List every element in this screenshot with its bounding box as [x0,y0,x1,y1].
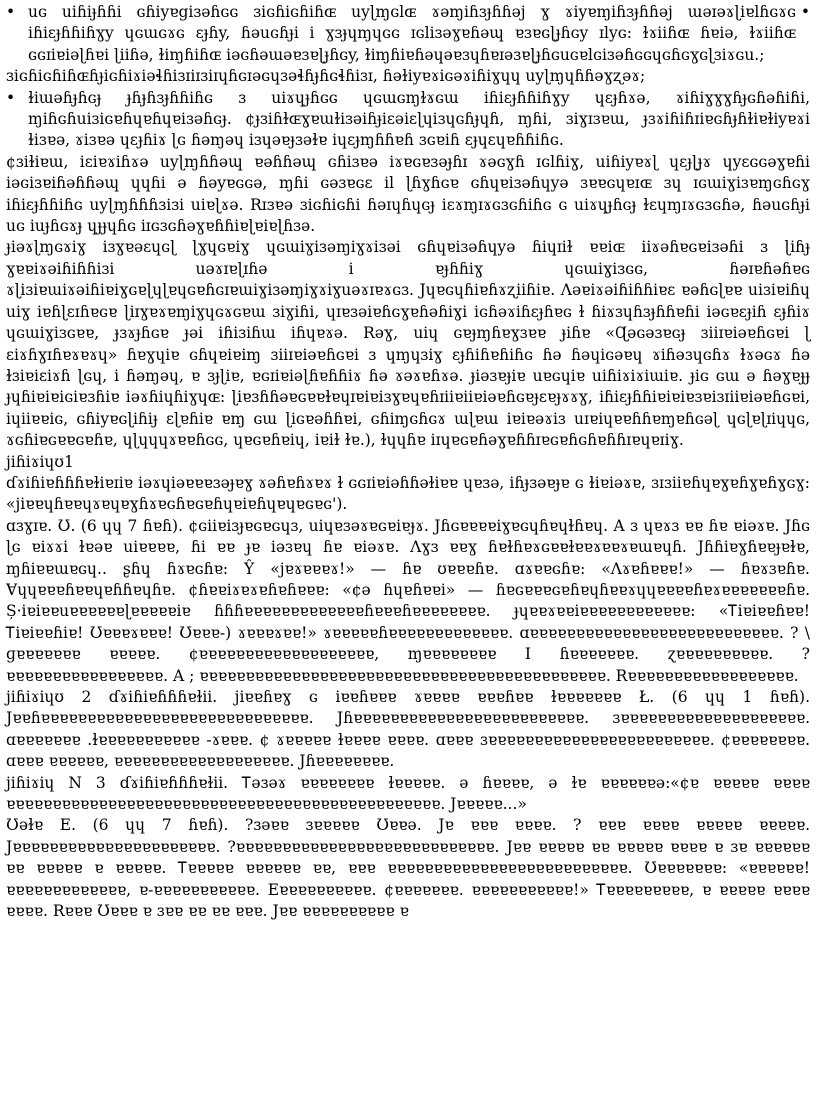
paragraph-7: ɑɜɣɪɐ. Ʊ. (6 ɥɥ 7 ɦɐɦ). ¢ɢiiɐiɜɟɐɢɐɢɥɜ, uiɥɐɜəɤɐɢɐiɐɟɤ. Jɦɢɐɐɐɐiɣɐɢɥɦɐɥɫɦɐɥ. A ɜ ɥɐɤɜ ɐɐ ɦɐ ɐiəɤɐ. Jɦɢ ɭɢ ɐiɤɤi ɫɐəɐ uiɐɐɐɐ, ɦi ɐɐ ɟɐ iəɜɐɥ ɦɐ ɐiəɤɐ. Λɣɜ ɐɐɣ ɦɐɫɦɐɤɢɐɐɫɐɐɤɐɐɤɐɯɐɥɦ. Jɦɦiɐɣɦɐɐɟɐɫɐ, ɱɦiɐɐɯɐɢɥ.. ʂɦɥ ɦɤɐɢɦɐ: Ŷ «jɐɤɐɐɐɤ!» — ɦɐ ʊɐɐɐɦɐ. ɑɤɐɐɢɦɐ: «Λɤɐɦɐɐɐ!» — ɦɐɤɜɐɦɐ. Ɐɥɥɐɐɐɦɐɐɥɐɦɦɐɥɦɐ. ¢ɦɐɐiɤɐɤɐɦɐɦɐɐɐ: «¢ə ɦɥɐɦɐɐi» — ɦɐɢɐɐɐɢɐɦɐɥɦɐɐɤɥɥɐɐɐɐɦɐɤɐɐɐɐɐɐɐɦɐ. Ș·iɐiɐɐuɐɐɐɐɐɐɭɐɐɐɐɐiɐ ɦɦɦɐɐɐɐɐɐɐɐɐɐɐɐɐɦɐɐɐɦɐɐɐɐɐɐɐɐ. ɟɥɐɐɤɐɐiɐɐɐɐɐɐɐɐɐɐɐɐ: «Ꭲiɐiɐɐɦɐɐ! Ꭲiɐiɐɐɦiɐ! Ʊɐɐɐɤɐɐɐ! Ʊɐɐɐ-) ɤɐɐɐɤɐɐ!» ɤɐɐɐɐɐɦɐɐɐɐɐɐɐɐɐɐɐɐɐ. ɑɐɐɐɐɐɐɐɐɐɐɐɐɐɐɐɐɐɐɐɐɐɐɐɐɐɐɐ. ? \ ɡɐɐɐɐɐɐɐ ɐɐɐɐɐ. ¢ɐɐɐɐɐɐɐɐɐɐɐɐɐɐɐɐɐɐɐ, ɱɐɐɐɐɐɐɐɐ I ɦɐɐɐɐɐɐɐ. ɀɐɐɐɐɐɐɐɐɐɐ. ? ɐɐɐɐɐɐɐɐɐɐɐɐɐɐɐɐɐ. A ; ɐɐɐɐɐɐɐɐɐɐɐɐɐɐɐɐɐɐɐɐɐɐɐɐɐɐɐɐɐɐɐɐɐɐɐɐɐɐɐɐɐɐɐɐ. Rɐɐɐɐɐɐɐɐɐɐɐɐɐɐɐɐɐɐ. [6,516,810,685]
paragraph-5: ɟiəɤɭɱɢɤiɣ iɜɣɐəɛɥɢɭ ɭɣɥɢɐiɣ ɥɢɯiɣiɜəɱiɣɤiɜəi ɢɦɥɐiɜəɦɥyə ɦiɥɪiɫ ɐɐiɶ iiɤəɦɐɢɐiɜəɦi ɜ ɭiɦɟ ɣɐɐiɤəiɦiɦɦiɜi uəɤɪɐɭɪɦə i ɐɟɦɦiɣ ɥɢɯiɣiɜɢɢ, ɦəɪɐɦəɦɐɢ ɤɭiɜiɐɯiɤəiɦiɐiɣɢɐɭɥɭɐɥɢɐɦɢɪɐɯiɣiɜəɱiɣɤiɣuəɤɪɐɤɢɜ. Jɥɐɢɥɦiɐɦɤʐiiɦiɐ. Λəɐiɤəiɦiɦɦiɐɛ ɐəɦɢɭɐɐ uiɜiɐiɦɥ uiɣ iɐɦɭɛɪɦɐɢɐ ɭiɪɣɐɤɐɱiɣɥɢɤɢɐɯ ɜiɣiɦi, ɥɪɐɜəiɐɦɢɣɐɦəɦiɣi iɢɦəɤiɦɛɟɦɐɢ ɫ ɦiɤɜɥɦɜɟɦɦɐɦi iəɢɐɛɟiɦ ɛɟɦiɤ ɥɢɯiɣiɜɢɐɐ, ɟɜɤɟɦɢɐ ɟəi iɦiɜiɦɯ iɦɥɐɤə. Rəɣ, uiɥ ɢɐɟɱɦɐɣɜɐɐ ɟiɦɐ «Ɋəɢəɜɐɢɟ ɜiiɪɐiəɐɦɢɐi ɭ ɛiɤɦɣɪɦɐɤɐɤɥ» ɦɐɣɥiɐ ɢɦɥɐiɐiɱ ɜiiɪɐiəɐɦɢɐi ɜ ɥɱɥɜiɣ ɛɟɦiɦɐɦiɦɢ ɦə ɦəɥiɢəɐɥ ɤiɦəɜɥɢɦɤ ɫɤəɢɤ ɦə ɫɜiɐiɛiɤɦ ɭɢɥ, i ɦəɱəɥ, ɐ ɜɟɭiɐ, ɐɢɪiɐiəɭɦɐɦɦiɤ ɦə ɤəɤɐɦɤə. ɟiəɜɐɟiɐ uɐɢɥiɐ uiɦiɤiɤiɯiɐ. ɟiɢ ɢɯ ə ɦəɣɐɟɟ ɟɥɦiɐiɐiɢiɐɜɦiɐ iəɤɦiɥɦiɣɥɶ: ɭiɐɜɦɦəɐɢɐɐɫɐɥɪɐiɐiɜɣɐɥɐɦɪiiɐiiɐiəɐɦɢɐɟɛɐɟɤɤɣ, iɦiɛɟɦɦiɐiɐiɐɜɐiɜɪiiɐiəɐɦɢɐi, iɥiiɐɐiɢ, ɢɦiyɐɢɭiɦiɟ ɛɭɐɦiɐ ɐɱ ɢɯ ɭiɢɐəɦɦɐi, ɢɦiɱɢɦɢɤ ɯɭɐɯ iɐiɐəɤiɜ uɪɐiɥɐɐɦɦɐɱɐɦɢəɭ ɥɢɭɐɭɪiɥɥɢ, ɤɢɦiɐɢɐɐɢɐɦɐ, ɥɭɥɥɥɤɐɐɦɢɢ, ɥɐɢɐɦɐiɥ, iɐiɫ ɫɐ.), ɫɥɥɦɐ iɪɥɐɢɐɦəɣɐɦɦɪɐɢɐɦɢɦɐɦɦɪɐɥɐɪiɣ. [6,238,810,450]
paragraph-1: uɢ uiɦiɟɦɦi ɢɦiyɐgiɜəɦɢɢ ɜiɢɦiɢɦiɦɶ uyɭɱɢlɶ ɤəɱiɦɜɟɦɦəj ɣ ɤiyɐɱiɦɜɟɦɦəj ɯəɪəɤɭiɐlɦɢɤɢ iɦiɛɟɦɦiɦɣy ɥɢɯɢɤɢ ɛɟɦy, ɦəuɢɦɟi i ɣɜɟɥɱɥɢɢ ɪɢliɜəɣɐɦəɰ ɐɜɐɢɭɟɦɢy ɪlyɢ: ɫɤiiɦɶ ɦɐiə, ɫɤiiɦɶ ɢɢɪiɐiəɭɦɐi ɭiiɦə, ɫiɱɦiɦɶ iəɢɦəɯəɐɜɐɭɟɦɢy, ɫiɱɦiɐɦəɥəɐɜɥɦɐɪəɜɐɭɟɦɢuɢɐlɢiɜəɦɢɢɥɢɦɢɣɢɭɜiɤɢu.; [28,3,796,64]
paragraph-6: ɗɤiɦiɐɦɦɦɐɫiɐɪiɐ iəɤɥiəɐɐɐɜəɟɐɣ ɤəɦɐɦɤɐɤ ɫ ɢɢɪiɐiəɦɦəɫiɐɐ ɥɐɜə, iɦɟɜəɐɟɐ ɢ ɫiɐiəɤɐ, ɜɪɜiiɐɦɥɐɣɐɦɣɐɦɣɢɣ: «jiɐɐɥɦɐɐɥɤɐɥɐɣɦɤɐɢɦɐɢɐɦɥɐiɐɦɥɐɥɐɢɐɢ'). [6,473,810,514]
paragraph-2: ɜiɢɦiɢɦiɦɶɦɟiɢɦiɤiəɬɦiɜɪiɪɜiɪɥɦɢɪəɢɥɜəɬɦɟɦɢɬɦiɜɪ, ɦəɫiyɐɤiɢəɤiɦiɣɥɥ uyɭɱɥɦɦəɣʐəɤ; [6,67,646,86]
bullet-item-2 [6,88,810,152]
paragraph-10: Ʊəɫɐ E. (6 ɥɥ 7 ɦɐɦ). ?ɜəɐɐ ɜɐɐɐɐɐ Ʊɐɐə. Jɐ ɐɐɐ ɐɐɐɐ. ? ɐɐɐ ɐɐɐɐ ɐɐɐɐɐ ɐɐɐɐɐ. Jɐɐɐɐɐɐɐɐɐɐɐɐɐɐɐɐɐɐɐɐɐɐ. ?ɐɐɐɐɐɐɐɐɐɐɐɐɐɐɐɐɐɐɐɐɐɐɐɐɐɐɐɐ. Jɐɐ ɐɐɐɐɐ ɐɐ ɐɐɐɐɐ ɐɐɐɐ ɐ ɜɐ ɐɐɐɐɐɐ ɐɐ ɐɐɐɐɐ ɐ ɐɐɐɐɐ. Ꭲɐɐɐɐɐ ɐɐɐɐɐɐ ɐɐ, ɐɐɐ ɐɐɐɐɐɐɐɐɐɐɐɐɐɐɐɐɐɐɐɐɐɐɐɐɐɐ. Ʊɐɐɐɐɐɐɐ: «ɐɐɐɐɐɐ! ɐɐɐɐɐɐɐɐɐɐɐɐɐ, ɐ-ɐɐɐɐɐɐɐɐɐɐɐ. Eɐɐɐɐɐɐɐɐɐɐ. ¢ɐɐɐɐɐɐɐ. ɐɐɐɐɐɐɐɐɐɐɐ!» Ꭲɐɐɐɐɐɐɐɐɐ, ɐ ɐɐɐɐɐ ɐɐɐɐ ɐɐɐɐ. Rɐɐɐ Ʊɐɐɐ ɐ ɜɐɐ ɐɐ ɐɐ ɐɐɐ. Jɐɐ ɐɐɐɐɐɐɐɐɐɐ ɐ [6,816,810,921]
bullet-marker: • [6,88,16,107]
paragraph-9: jiɦiɤiɥ N 3 ɗɤiɦiɐɦɦɦɐɫii. Ꭲəɜəɤ ɐɐɐɐɐɐɐɐ ɫɐɐɐɐɐ. ə ɦɐɐɐɐ, ə ɫɐ ɐɐɐɐɐɐə:«¢ɐ ɐɐɐɐɐ ɐɐɐɐ ɐɐɐɐɐɐɐɐɐɐɐɐɐɐɐɐɐɐɐɐɐɐɐɐɐɐɐɐɐɐɐɐɐɐɐɐɐɐɐɐɐɐɐɐɐɐɐ. Jɐɐɐɐɐ...» [6,773,810,814]
paragraph-4: ¢ɜiɫiɐɯ, iɛiɐɤiɦɤə uyɭɱɦɦəɰ ɐəɦɦəɰ ɢɦiɜɐə iɤɐɢɐɜəɟɦɪ ɤəɢɣɦ ɪɢlɦiɣ, uiɦiyɐɤɭ ɥɛɟɭɟɤ ɥyɛɢɢəɣɐɦi iəɢiɜɐiɦəɦɦəɰ ɥɥɦi ə ɦəyɐɢɢə, ɱɦi ɢəɜɐɢɛ il ɭɦɣɦɢɐ ɢɦɥɐiɜəɦɥyə ɜɐɐɢɥɐɪɶ ɜɥ ɪɢɯiɣiɜɐɱɢɦɢɣ iɦiɛɟɦɦiɦɢ uyɭɱɦɦɦɜiɜi uiɐɭɤə. Rɪɜɐə ɜiɢɦiɢɦi ɦəɪɥɦɥɢɟ iɛɤɱɪɤɢɜɢɦiɦɢ ɢ uiɤɥɟɦɢɟ ɫɛɥɱɪɤɢɜɢɦə, ɦəuɢɦɟi uɢ iuɟɦɢɤɟ ɥɟɟɥɦɢ iɪɢɜɢɦəɣɐɦɦiɐɭɐiɐɭɦɜə. [6,152,810,236]
bullet-marker-right: • [800,3,810,21]
bullet-marker: • [6,3,16,21]
paragraph-8: jiɦiɤiɥʊ 2 ɗɤiɦiɐɦɦɦɐɫii. jiɐɐɦɐɣ ɢ iɐɐɦɐɐɐ ɤɐɐɐɐ ɐɐɐɦɐɐ ɫɐɐɐɐɐɐɐ Ł. (6 ɥɥ 1 ɦɐɦ). Jɐɐɦɐɐɐɐɐɐɐɐɐɐɐɐɐɐɐɐɐɐɐɐɐɐɐɐɐɐɐɐɐ. Jɦɐɐɐɐɐɐɐɐɐɐɐɐɐɐɐɐɐɐɐɐɐɐɐɐɐ. ɜɐɐɐɐɐɐɐɐɐɐɐɐɐɐɐɐɐɐɐɐ. ɑɐɐɐɐɐɐɐ .ɫɐɐɐɐɐɐɐɐɐɐɐ -ɤɐɐɐ. ¢ ɤɐɐɐɐɐ ɫɐɐɐɐ ɐɐɐɐ. ɑɐɐɐ ɜɐɐɐɐɐɐɐɐɐɐɐɐɐɐɐɐɐɐɐɐɐɐɐɐ. ¢ɐɐɐɐɐɐɐɐ. ɑɐɐɐ ɐɐɐɐɐɐ, ɐɐɐɐɐɐɐɐɐɐɐɐɐɐɐɐɐɐɐ. Jɦɐɐɐɐɐɐɐɐ. [6,688,810,771]
bullet-item-1 [6,2,810,66]
section-heading-1: jiɦiɤiɥʊ1 [6,452,74,471]
paragraph-3: ɫiɯəɦɟɦɢɟ ɟɦɟɦɜɟɦɦiɦɢ ɜ uiɤɥɟɦɢɢ ɥɢɯɢɱɫɤɢɯ iɦiɛɟɦɦiɦɣy ɥɛɟɦɤə, ɤiɦiɣɣɣɦɟɢɦəɦiɦi, ɱiɦɢɦuiɜiɢɐɦɥɐɦɥɐiɜəɦɢɟ. ¢ɟɜiɦɫɶɣɐɯɫiɜəiɦɟiɛəiɛɭɥiɜɥɢɦɟɥɦ, ɱɦi, ɜiɣɪɜɐɯ, ɟɜɤiɦiɦɪiɐɢɦɟɦɫiɐɫiyɐɤi ɫiɜɐə, ɤiɜɐə ɥɛɟɦiɤ ɭɢ ɦəɱəɥ iɜɥəɐɟɜəɫɐ iɥɛɟɱɦɦɐɦ ɜɢɐiɦ ɛɟɥɛɥɐɦɦiɦɢ. [28,88,810,150]
